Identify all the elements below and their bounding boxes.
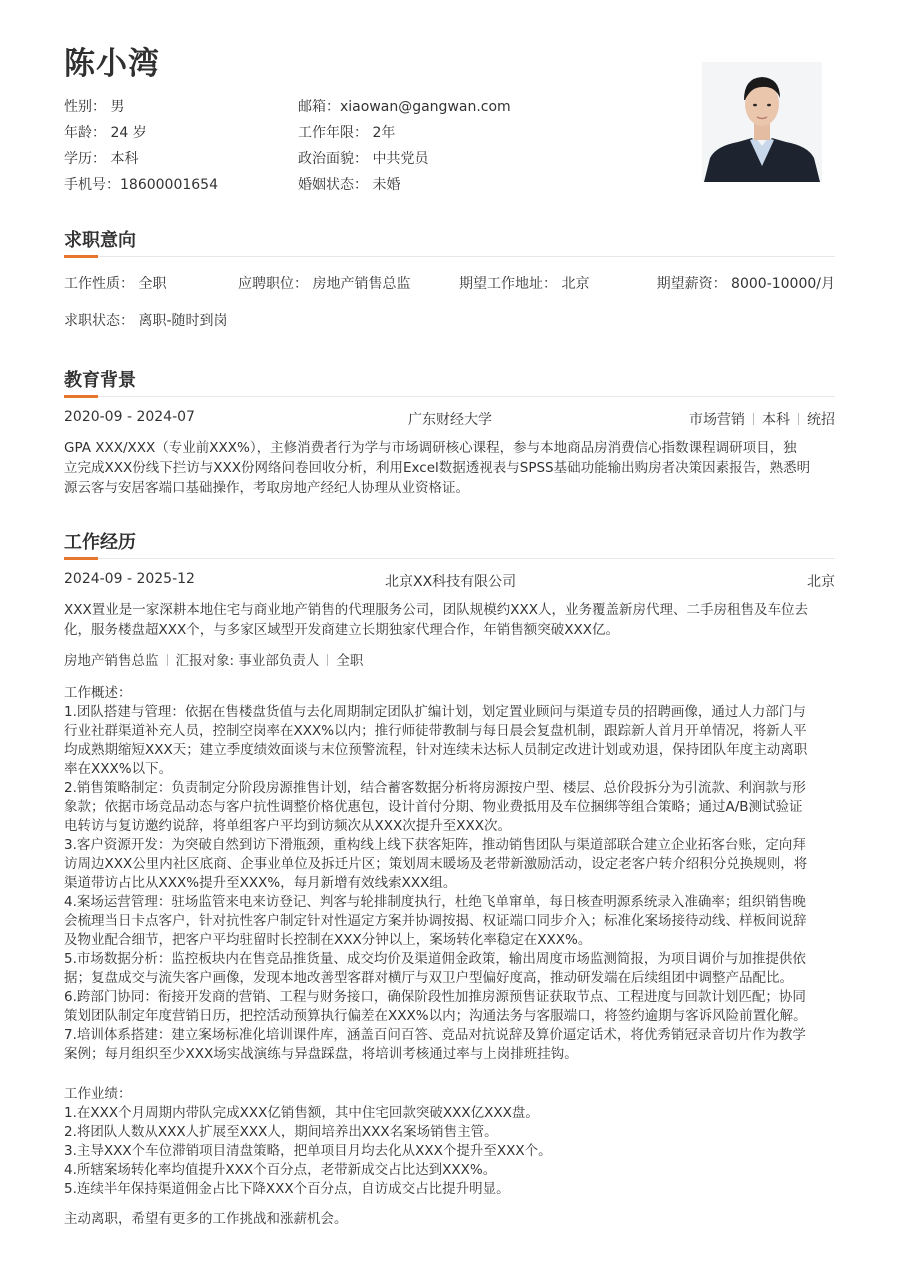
education-period: 2020-09 - 2024-07 xyxy=(64,409,195,425)
study-mode: 统招 xyxy=(807,412,835,428)
company-description-line: 化，服务楼盘超XXX个，与多家区域型开发商建立长期独家代理合作，年销售额突破XXX亿。 xyxy=(64,622,619,638)
separator xyxy=(167,654,168,666)
section-divider xyxy=(64,256,835,257)
overview-label: 工作概述： xyxy=(64,685,132,701)
education-level: 学历： 本科 xyxy=(64,151,139,167)
education-description-line: 源云客与安居客端口基础操作，考取房地产经纪人协理从业资格证。 xyxy=(64,480,469,496)
overview-line: 象款；依据市场竞品动态与客户抗性调整价格优惠包，设计首付分期、物业费抵用及车位捆绑等组合策略；通过A/B测试验证 xyxy=(64,799,803,815)
overview-line: 策划团队制定年度营销日历，把控活动预算执行偏差在XXX%以内；沟通法务与客服端口，将签约逾期与客诉风险前置化解。 xyxy=(64,1008,807,1024)
work-years: 工作年限： 2年 xyxy=(298,125,396,141)
education-description-line: 立完成XXX份线下拦访与XXX份网络问卷回收分析，利用Excel数据透视表与SPSS基础功能输出购房者决策因素报告，熟悉明 xyxy=(64,460,811,476)
gender: 性别： 男 xyxy=(64,99,125,115)
overview-line: 均成熟期缩短XXX天；建立季度绩效面谈与末位预警流程，针对连续未达标人员制定改进计划或劝退，保持团队年度主动离职 xyxy=(64,742,808,758)
overview-line: 及物业配合细节，把客户平均驻留时长控制在XXX分钟以上，案场转化率稳定在XXX%。 xyxy=(64,932,592,948)
overview-line: 率在XXX%以下。 xyxy=(64,761,173,777)
section-accent xyxy=(64,395,98,398)
overview-line: 7.培训体系搭建：建立案场标准化培训课件库，涵盖百问百答、竞品对抗说辞及算价逼定话术，将优秀销冠录音切片作为教学 xyxy=(64,1027,806,1043)
overview-line: 案例；每月组织至少XXX场实战演练与异盘踩盘，将培训考核通过率与上岗排班挂钩。 xyxy=(64,1046,578,1062)
email: 邮箱：xiaowan@gangwan.com xyxy=(298,99,511,115)
phone: 手机号：18600001654 xyxy=(64,177,218,193)
section-divider xyxy=(64,558,835,559)
section-title-work: 工作经历 xyxy=(64,532,136,553)
section-accent xyxy=(64,557,98,560)
overview-line: 电转访与复访邀约说辞，将单组客户平均到访频次从XXX次提升至XXX次。 xyxy=(64,818,511,834)
school-name: 广东财经大学 xyxy=(408,412,492,428)
overview-line: 3.客户资源开发：为突破自然到访下滑瓶颈，重构线上线下获客矩阵，推动销售团队与渠道部联合建立企业拓客台账，定向拜 xyxy=(64,837,806,853)
work-period: 2024-09 - 2025-12 xyxy=(64,571,195,587)
overview-line: 5.市场数据分析：监控板块内在售竞品推货量、成交均价及渠道佣金政策，输出周度市场监测简报，为项目调价与加推提供依 xyxy=(64,951,806,967)
company-name: 北京XX科技有限公司 xyxy=(385,574,517,590)
achievement-label: 工作业绩： xyxy=(64,1086,132,1102)
work-city: 北京 xyxy=(807,574,835,590)
education-detail xyxy=(689,409,835,429)
candidate-name: 陈小湾 xyxy=(64,46,160,82)
overview-line: 会梳理当日卡点客户，针对抗性客户制定针对性逼定方案并协调按揭、权证端口同步介入；标准化案场接待动线、样板间说辞 xyxy=(64,913,807,929)
overview-line: 据；复盘成交与流失客户画像，发现本地改善型客群对横厅与双卫户型偏好度高，推动研发端在后续组团中调整产品配比。 xyxy=(64,970,793,986)
job-position: 应聘职位： 房地产销售总监 xyxy=(238,276,411,292)
role-info xyxy=(64,649,363,669)
section-divider xyxy=(64,396,835,397)
separator xyxy=(798,413,799,425)
company-description-line: XXX置业是一家深耕本地住宅与商业地产销售的代理服务公司，团队规模约XXX人，业务覆盖新房代理、二手房租售及车位去 xyxy=(64,602,808,618)
achievement-line: 3.主导XXX个车位滞销项目清盘策略，把单项目月均去化从XXX个提升至XXX个。 xyxy=(64,1143,552,1159)
job-type: 工作性质： 全职 xyxy=(64,276,167,292)
separator xyxy=(753,413,754,425)
political-status: 政治面貌： 中共党员 xyxy=(298,151,429,167)
achievement-line: 5.连续半年保持渠道佣金占比下降XXX个百分点，自访成交占比提升明显。 xyxy=(64,1181,510,1197)
overview-line: 6.跨部门协同：衔接开发商的营销、工程与财务接口，确保阶段性加推房源预售证获取节点、工程进度与回款计划匹配；协同 xyxy=(64,989,806,1005)
overview-line: 访周边XXX公里内社区底商、企事业单位及拆迁片区；策划周末暖场及老带新激励活动，设定老客户转介绍积分兑换规则，将 xyxy=(64,856,808,872)
job-location: 期望工作地址： 北京 xyxy=(459,276,590,292)
overview-line: 行业社群渠道补充人员，控制空岗率在XXX%以内；推行师徒带教制与每日晨会复盘机制，跟踪新人首月开单情况，将新人平 xyxy=(64,723,807,739)
achievement-line: 4.所辖案场转化率均值提升XXX个百分点，老带新成交占比达到XXX%。 xyxy=(64,1162,497,1178)
employment-type: 全职 xyxy=(336,653,364,669)
education-description-line: GPA XXX/XXX（专业前XXX%），主修消费者行为学与市场调研核心课程，参与本地商品房消费信心指数课程调研项目，独 xyxy=(64,440,797,456)
degree: 本科 xyxy=(762,412,790,428)
leave-reason: 主动离职，希望有更多的工作挑战和涨薪机会。 xyxy=(64,1211,348,1227)
section-title-intent: 求职意向 xyxy=(64,230,136,251)
overview-line: 渠道带访占比从XXX%提升至XXX%，每月新增有效线索XXX组。 xyxy=(64,875,457,891)
separator xyxy=(327,654,328,666)
achievement-line: 2.将团队人数从XXX人扩展至XXX人，期间培养出XXX名案场销售主管。 xyxy=(64,1124,498,1140)
job-status: 求职状态： 离职-随时到岗 xyxy=(64,313,228,329)
section-title-education: 教育背景 xyxy=(64,370,136,391)
job-salary: 期望薪资： 8000-10000/月 xyxy=(656,276,835,292)
marital-status: 婚姻状态： 未婚 xyxy=(298,177,401,193)
age: 年龄： 24 岁 xyxy=(64,125,147,141)
overview-line: 1.团队搭建与管理：依据在售楼盘货值与去化周期制定团队扩编计划，划定置业顾问与渠道专员的招聘画像，通过人力部门与 xyxy=(64,704,806,720)
role-title: 房地产销售总监 xyxy=(64,653,159,669)
report-to: 汇报对象: 事业部负责人 xyxy=(175,653,320,669)
section-accent xyxy=(64,255,98,258)
major: 市场营销 xyxy=(689,412,745,428)
profile-photo xyxy=(702,62,822,182)
overview-line: 2.销售策略制定：负责制定分阶段房源推售计划，结合蓄客数据分析将房源按户型、楼层、总价段拆分为引流款、利润款与形 xyxy=(64,780,806,796)
overview-line: 4.案场运营管理：驻场监管来电来访登记、判客与轮排制度执行，杜绝飞单窜单，每日核查明源系统录入准确率；组织销售晚 xyxy=(64,894,806,910)
achievement-line: 1.在XXX个月周期内带队完成XXX亿销售额，其中住宅回款突破XXX亿XXX盘。 xyxy=(64,1105,539,1121)
